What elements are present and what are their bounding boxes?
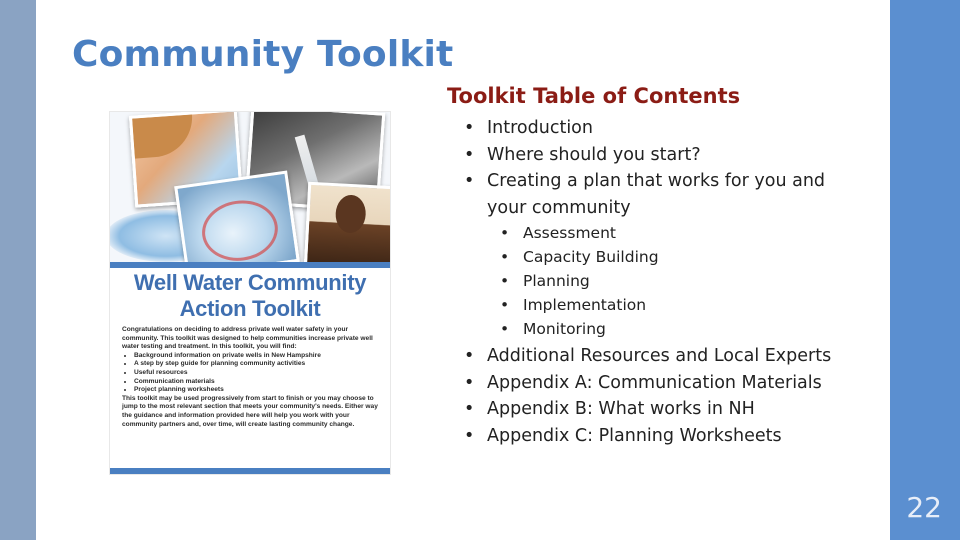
cover-bullet: • Project planning worksheets (134, 386, 380, 395)
cover-bullet: • Background information on private wells in New Hampshire (134, 352, 380, 361)
toc-list (464, 115, 854, 221)
toc-item-appendix-b: • Appendix B: What works in NH (464, 396, 854, 423)
toc-item-appendix-c: • Appendix C: Planning Worksheets (464, 423, 854, 450)
toc-item-creating-a-plan: • Creating a plan that works for you and your community (464, 168, 854, 221)
left-accent-bar (0, 0, 36, 540)
toc-item-introduction: • Introduction (464, 115, 854, 142)
man-drinking-photo (304, 182, 390, 264)
water-glass-photo (174, 171, 300, 264)
cover-bullet: • Communication materials (134, 378, 380, 387)
cover-bullet: • Useful resources (134, 369, 380, 378)
slide-title: Community Toolkit (72, 34, 454, 75)
toc-subitem-planning: • Planning (480, 269, 854, 293)
cover-bottom-band (110, 468, 390, 474)
toc-list-continued (464, 343, 854, 449)
toc-title: Toolkit Table of Contents (447, 84, 741, 108)
cover-body-text (122, 326, 380, 429)
right-accent-bar (890, 0, 960, 540)
cover-photo-collage (110, 112, 390, 264)
cover-bullet: • A step by step guide for planning community activities (134, 360, 380, 369)
table-of-contents (464, 115, 854, 449)
toc-subitem-capacity-building: • Capacity Building (480, 245, 854, 269)
toolkit-cover-image (110, 112, 390, 474)
toc-item-appendix-a: • Appendix A: Communication Materials (464, 370, 854, 397)
cover-intro: Congratulations on deciding to address private well water safety in your community. This toolkit was designed to help communities increase private well water testing and treatment. In this toolkit, you will find: (122, 326, 373, 351)
toc-subitem-monitoring: • Monitoring (480, 317, 854, 341)
toc-item-additional-resources: • Additional Resources and Local Experts (464, 343, 854, 370)
cover-bullet-list (122, 352, 380, 395)
page-number: 22 (906, 491, 942, 524)
toc-sublist (480, 221, 854, 341)
toc-item-where-to-start: • Where should you start? (464, 142, 854, 169)
toc-subitem-assessment: • Assessment (480, 221, 854, 245)
cover-divider (110, 262, 390, 268)
toc-subitem-implementation: • Implementation (480, 293, 854, 317)
cover-title: Well Water Community Action Toolkit (133, 270, 367, 321)
cover-outro: This toolkit may be used progressively from start to finish or you may choose to jump to the most relevant section that meets your community's needs. Either way the guidance and information provided here will help you work with your community partners and, over time, will create lasting community change. (122, 394, 378, 428)
